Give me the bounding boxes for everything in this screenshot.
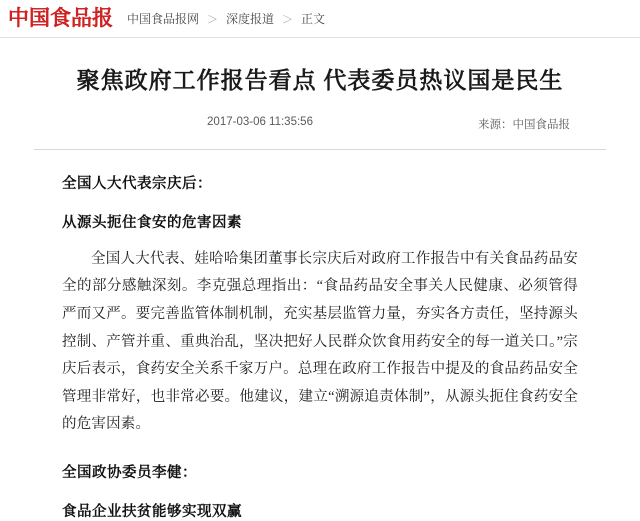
breadcrumb-item-category[interactable]: 深度报道 [226,12,275,26]
article-meta [34,116,606,134]
breadcrumb-separator-icon: ＞ [282,13,294,26]
section-paragraph-1: 全国人大代表、娃哈哈集团董事长宗庆后对政府工作报告中有关食品药品安全的部分感触深刻。李克强总理指出：“食品药品安全事关人民健康、必须管得严而又严。要完善监管体制机制，充实基层监管力量，夯实各方责任，坚持源头控制、产管并重、重典治乱，坚决把好人民群众饮食用药安全的每一道关口。”宗庆后表示，食药安全关系千家万户。总理在政府工作报告中提及的食品药品安全管理非常好，也非常必要。他建议，建立“溯源追责体制”，从源头扼住食药安全的危害因素。 [62,250,578,433]
breadcrumb-item-current: 正文 [301,12,326,26]
site-logo[interactable]: 中国食品报 [8,6,113,30]
breadcrumb [127,10,325,27]
breadcrumb-item-home[interactable]: 中国食品报网 [127,12,200,26]
article-container [0,66,640,521]
article-body [34,172,606,521]
section-speaker-2: 全国政协委员李健： [62,464,197,481]
article-source: 来源：中国食品报 [478,118,570,131]
section-speaker-1: 全国人大代表宗庆后： [62,175,212,192]
breadcrumb-separator-icon: ＞ [207,13,219,26]
publish-date: 2017-03-06 11:35:56 [207,115,313,128]
meta-divider [34,149,606,150]
section-subtitle-2: 食品企业扶贫能够实现双赢 [62,503,242,520]
page-title: 聚焦政府工作报告看点 代表委员热议国是民生 [76,68,564,93]
site-header [0,0,640,38]
section-subtitle-1: 从源头扼住食安的危害因素 [62,214,242,231]
